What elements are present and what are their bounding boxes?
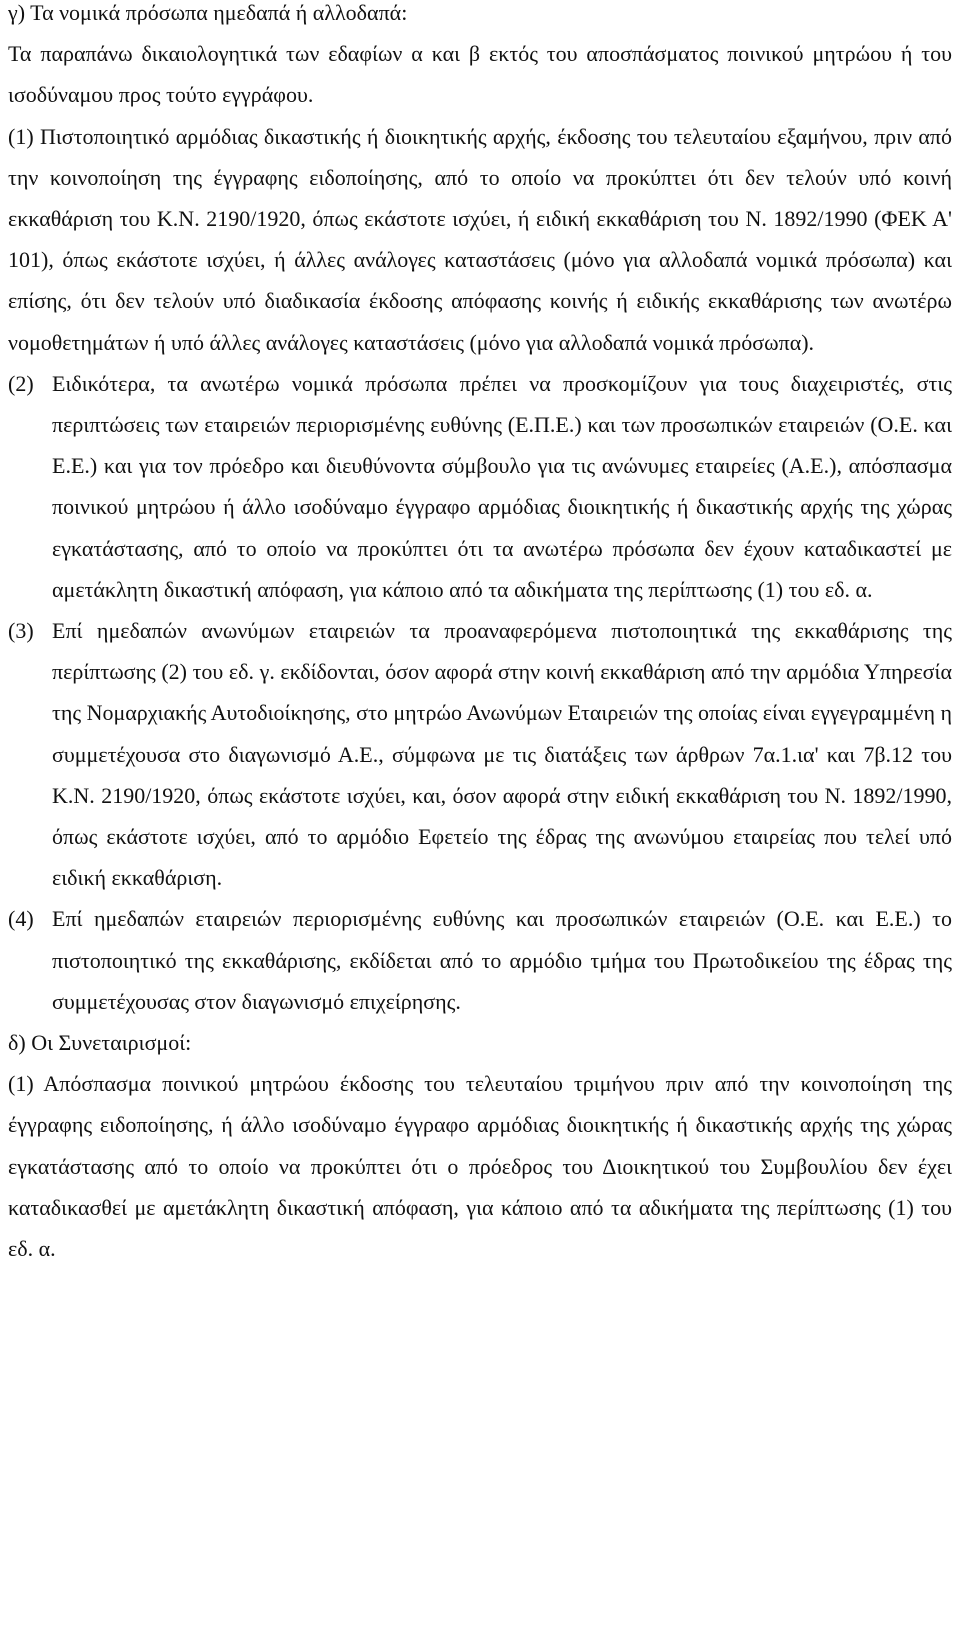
section-g-item-4	[8, 898, 952, 1022]
item-text: Ειδικότερα, τα ανωτέρω νομικά πρόσωπα πρέπει να προσκομίζουν για τους διαχειριστές, στις περιπτώσεις των εταιρειών περιορισμένης ευθύνης (Ε.Π.Ε.) και των προσωπικών εταιρειών (Ο.Ε. και Ε.Ε.) και για τον πρόεδρο και διευθύνοντα σύμβουλο για τις ανώνυμες εταιρείες (Α.Ε.), απόσπασμα ποινικού μητρώου ή άλλο ισοδύναμο έγγραφο αρμόδιας διοικητικής ή δικαστικής αρχής της χώρας εγκατάστασης, από το οποίο να προκύπτει ότι τα ανωτέρω πρόσωπα δεν έχουν καταδικαστεί με αμετάκλητη δικαστική απόφαση, για κάποιο από τα αδικήματα της περίπτωσης (1) του εδ. α.	[52, 370, 952, 602]
section-d-heading: δ) Οι Συνεταιρισμοί:	[8, 1030, 192, 1056]
document-page	[8, 0, 952, 1269]
section-g-item-1: (1) Πιστοποιητικό αρμόδιας δικαστικής ή διοικητικής αρχής, έκδοσης του τελευταίου εξαμήνου, πριν από την κοινοποίηση της έγγραφης ειδοποίησης, από το οποίο να προκύπτει ότι δεν τελούν υπό κοινή εκκαθάριση του Κ.Ν. 2190/1920, όπως εκάστοτε ισχύει, ή ειδική εκκαθάριση του Ν. 1892/1990 (ΦΕΚ Α' 101), όπως εκάστοτε ισχύει, ή άλλες ανάλογες καταστάσεις (μόνο για αλλοδαπά νομικά πρόσωπα) και επίσης, ότι δεν τελούν υπό διαδικασία έκδοσης απόφασης κοινής ή ειδικής εκκαθάρισης των ανωτέρω νομοθετημάτων ή υπό άλλες ανάλογες καταστάσεις (μόνο για αλλοδαπά νομικά πρόσωπα).	[8, 123, 952, 355]
section-g-item-3	[8, 610, 952, 898]
item-number: (4)	[8, 906, 34, 932]
section-g-heading: γ) Τα νομικά πρόσωπα ημεδαπά ή αλλοδαπά:	[8, 0, 408, 25]
item-number: (2)	[8, 370, 34, 396]
section-g-intro: Τα παραπάνω δικαιολογητικά των εδαφίων α και β εκτός του αποσπάσματος ποινικού μητρώου ή του ισοδύναμου προς τούτο εγγράφου.	[8, 41, 952, 108]
section-g-item-2	[8, 363, 952, 610]
item-text: Επί ημεδαπών εταιρειών περιορισμένης ευθύνης και προσωπικών εταιρειών (Ο.Ε. και Ε.Ε.) το πιστοποιητικό της εκκαθάρισης, εκδίδεται από το αρμόδιο τμήμα του Πρωτοδικείου της έδρας της συμμετέχουσας στον διαγωνισμό επιχείρησης.	[52, 906, 952, 1014]
item-text: Επί ημεδαπών ανωνύμων εταιρειών τα προαναφερόμενα πιστοποιητικά της εκκαθάρισης της περίπτωσης (2) του εδ. γ. εκδίδονται, όσον αφορά στην κοινή εκκαθάριση από την αρμόδια Υπηρεσία της Νομαρχιακής Αυτοδιοίκησης, στο μητρώο Ανωνύμων Εταιρειών της οποίας είναι εγγεγραμμένη η συμμετέχουσα στο διαγωνισμό Α.Ε., σύμφωνα με τις διατάξεις των άρθρων 7α.1.ια' και 7β.12 του Κ.Ν. 2190/1920, όπως εκάστοτε ισχύει, και, όσον αφορά στην ειδική εκκαθάριση του Ν. 1892/1990, όπως εκάστοτε ισχύει, από το αρμόδιο Εφετείο της έδρας της ανωνύμου εταιρείας που τελεί υπό ειδική εκκαθάριση.	[52, 618, 952, 891]
item-number: (3)	[8, 618, 34, 644]
section-d-item-1: (1) Απόσπασμα ποινικού μητρώου έκδοσης του τελευταίου τριμήνου πριν από την κοινοποίηση της έγγραφης ειδοποίησης, ή άλλο ισοδύναμο έγγραφο αρμόδιας διοικητικής ή δικαστικής αρχής της χώρας εγκατάστασης από το οποίο να προκύπτει ότι ο πρόεδρος του Διοικητικού του Συμβουλίου δεν έχει καταδικασθεί με αμετάκλητη δικαστική απόφαση, για κάποιο από τα αδικήματα της περίπτωσης (1) του εδ. α.	[8, 1071, 952, 1262]
